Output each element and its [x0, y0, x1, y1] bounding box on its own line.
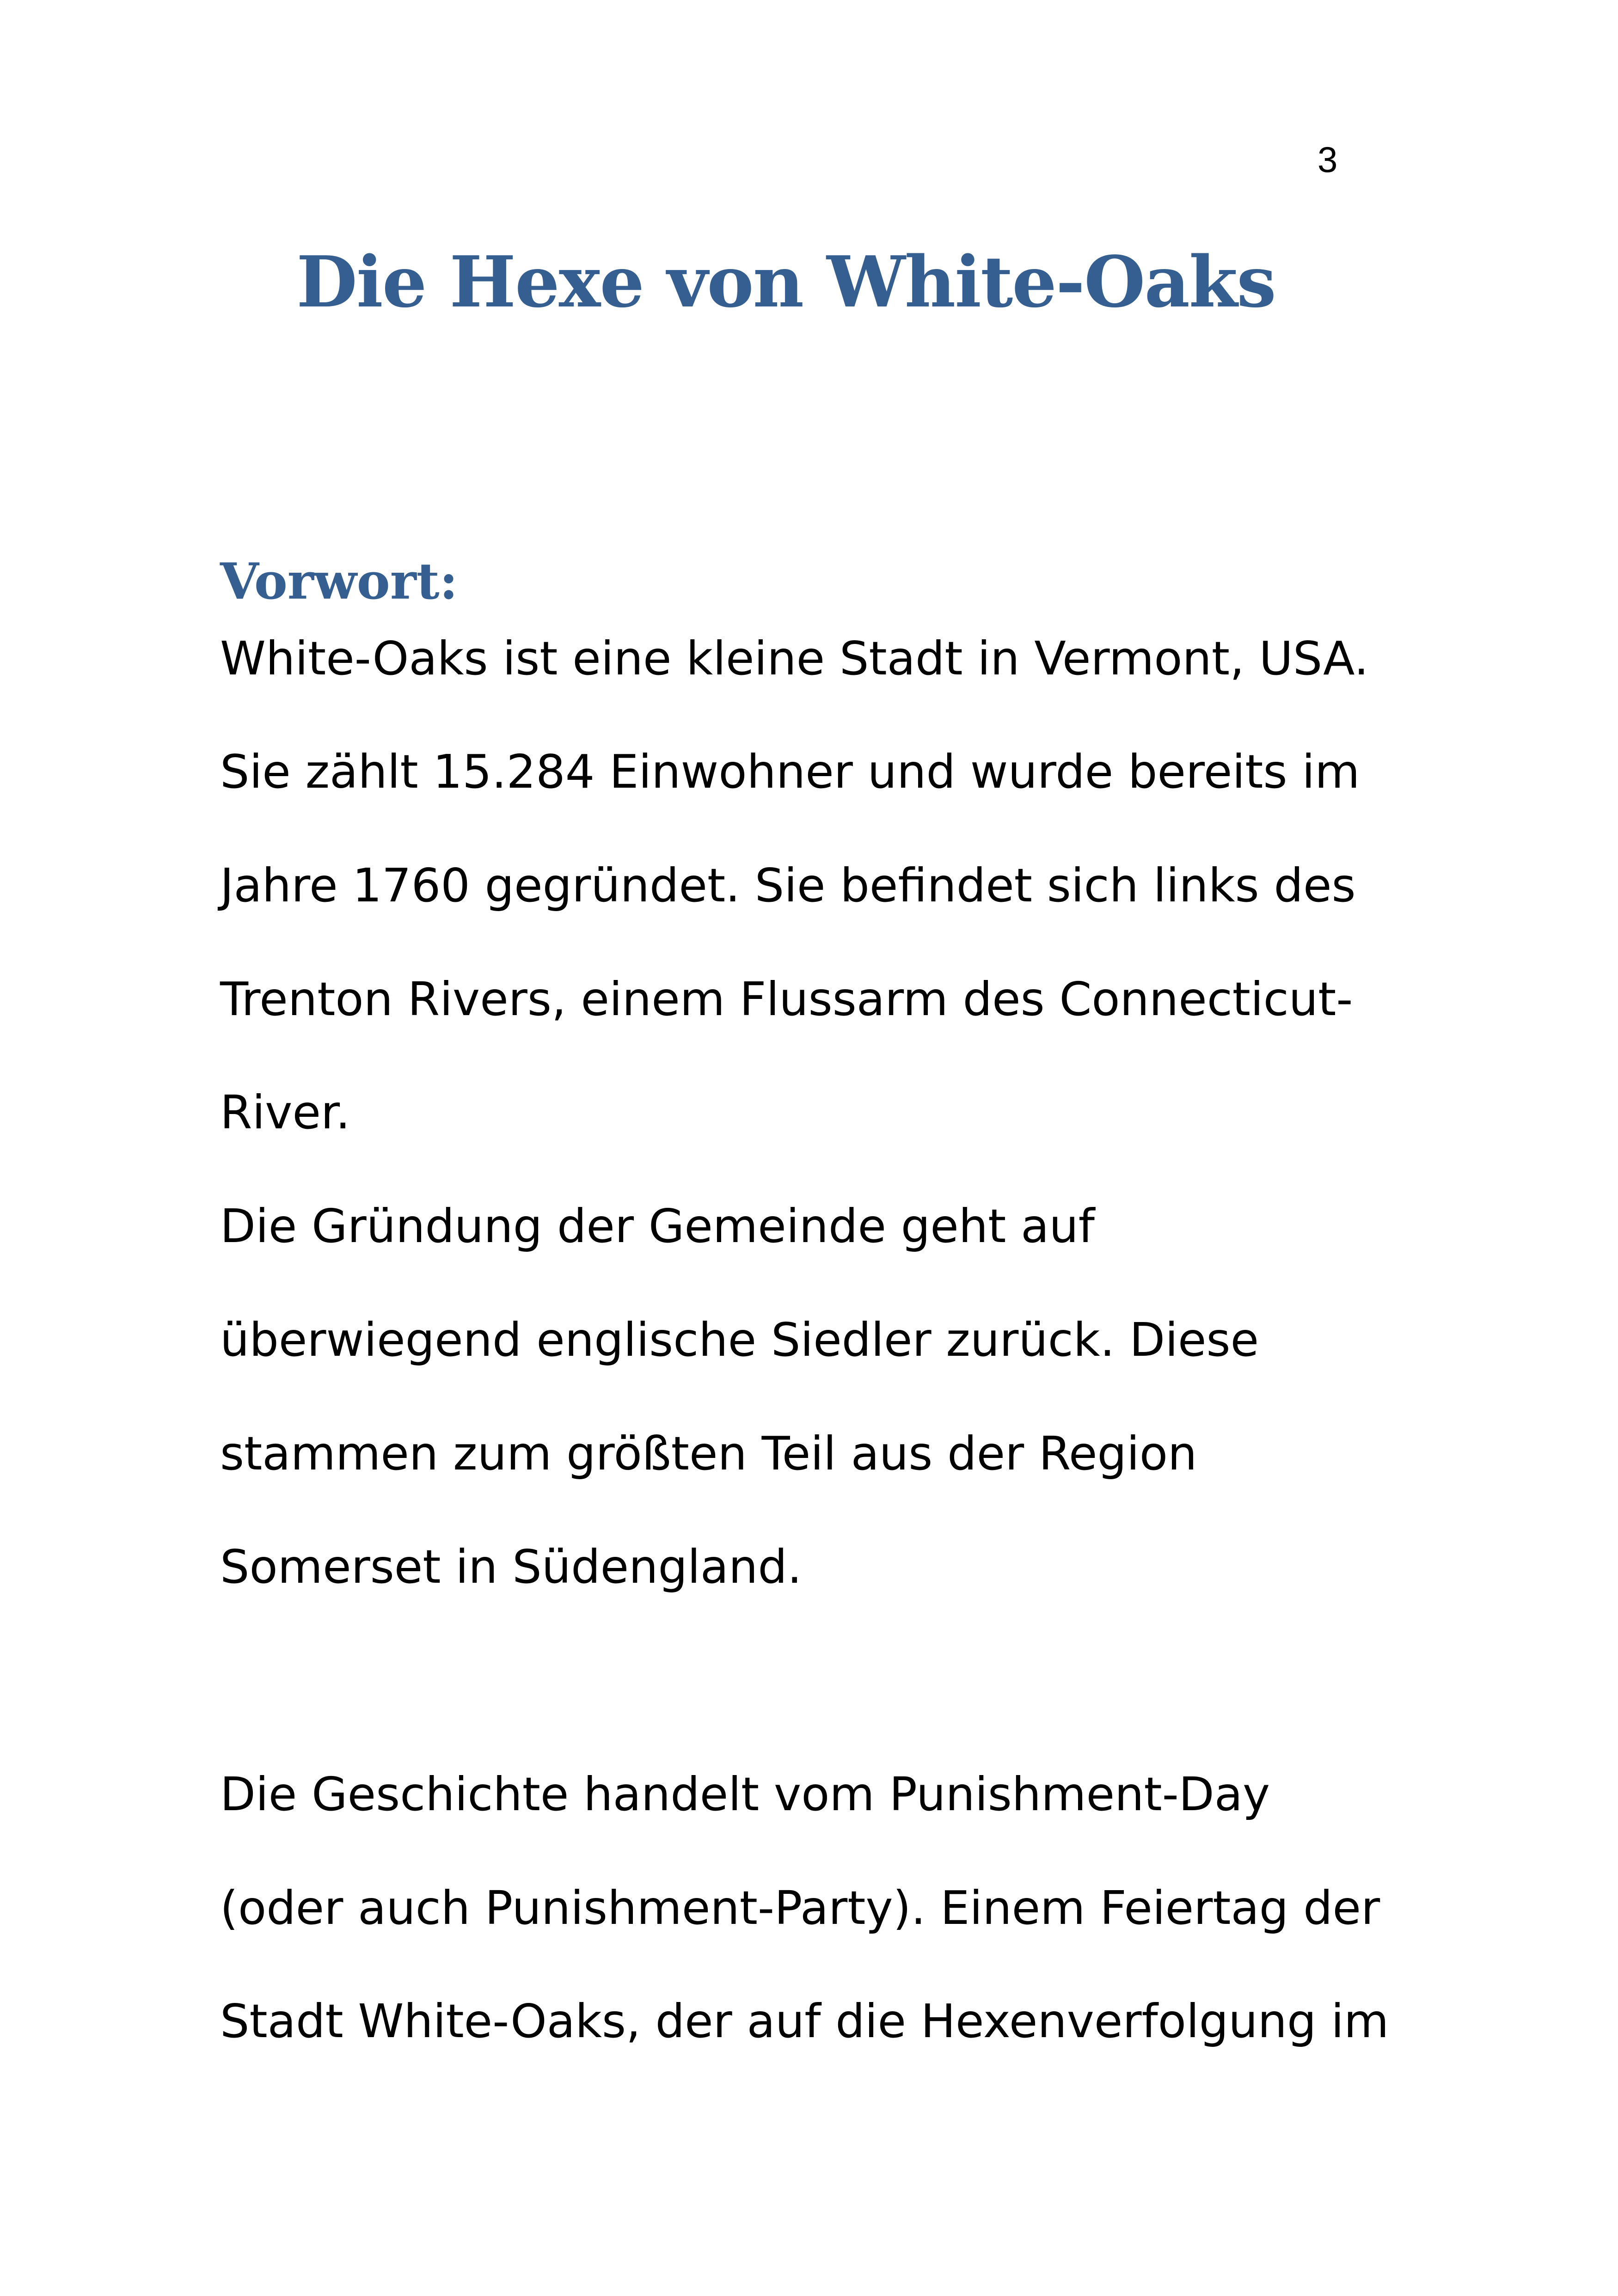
body-line: Somerset in Südengland.	[220, 1540, 802, 1594]
document-title: Die Hexe von White-Oaks	[296, 240, 1275, 323]
body-line: White-Oaks ist eine kleine Stadt in Vermont, USA.	[220, 631, 1369, 686]
body-line: Jahre 1760 gegründet. Sie befindet sich links des	[220, 858, 1356, 912]
section-heading: Vorwort:	[220, 552, 458, 611]
body-line: (oder auch Punishment-Party). Einem Feiertag der	[220, 1881, 1380, 1935]
body-line: Die Geschichte handelt vom Punishment-Day	[220, 1767, 1270, 1821]
body-line: Trenton Rivers, einem Flussarm des Connecticut-	[220, 972, 1353, 1026]
body-line: stammen zum größten Teil aus der Region	[220, 1427, 1197, 1481]
body-line: überwiegend englische Siedler zurück. Diese	[220, 1313, 1259, 1367]
body-line: Die Gründung der Gemeinde geht auf	[220, 1199, 1095, 1253]
body-line: River.	[220, 1085, 350, 1139]
page-number: 3	[1318, 139, 1338, 180]
body-line: Stadt White-Oaks, der auf die Hexenverfolgung im	[220, 1994, 1389, 2048]
body-line: Sie zählt 15.284 Einwohner und wurde bereits im	[220, 745, 1360, 799]
